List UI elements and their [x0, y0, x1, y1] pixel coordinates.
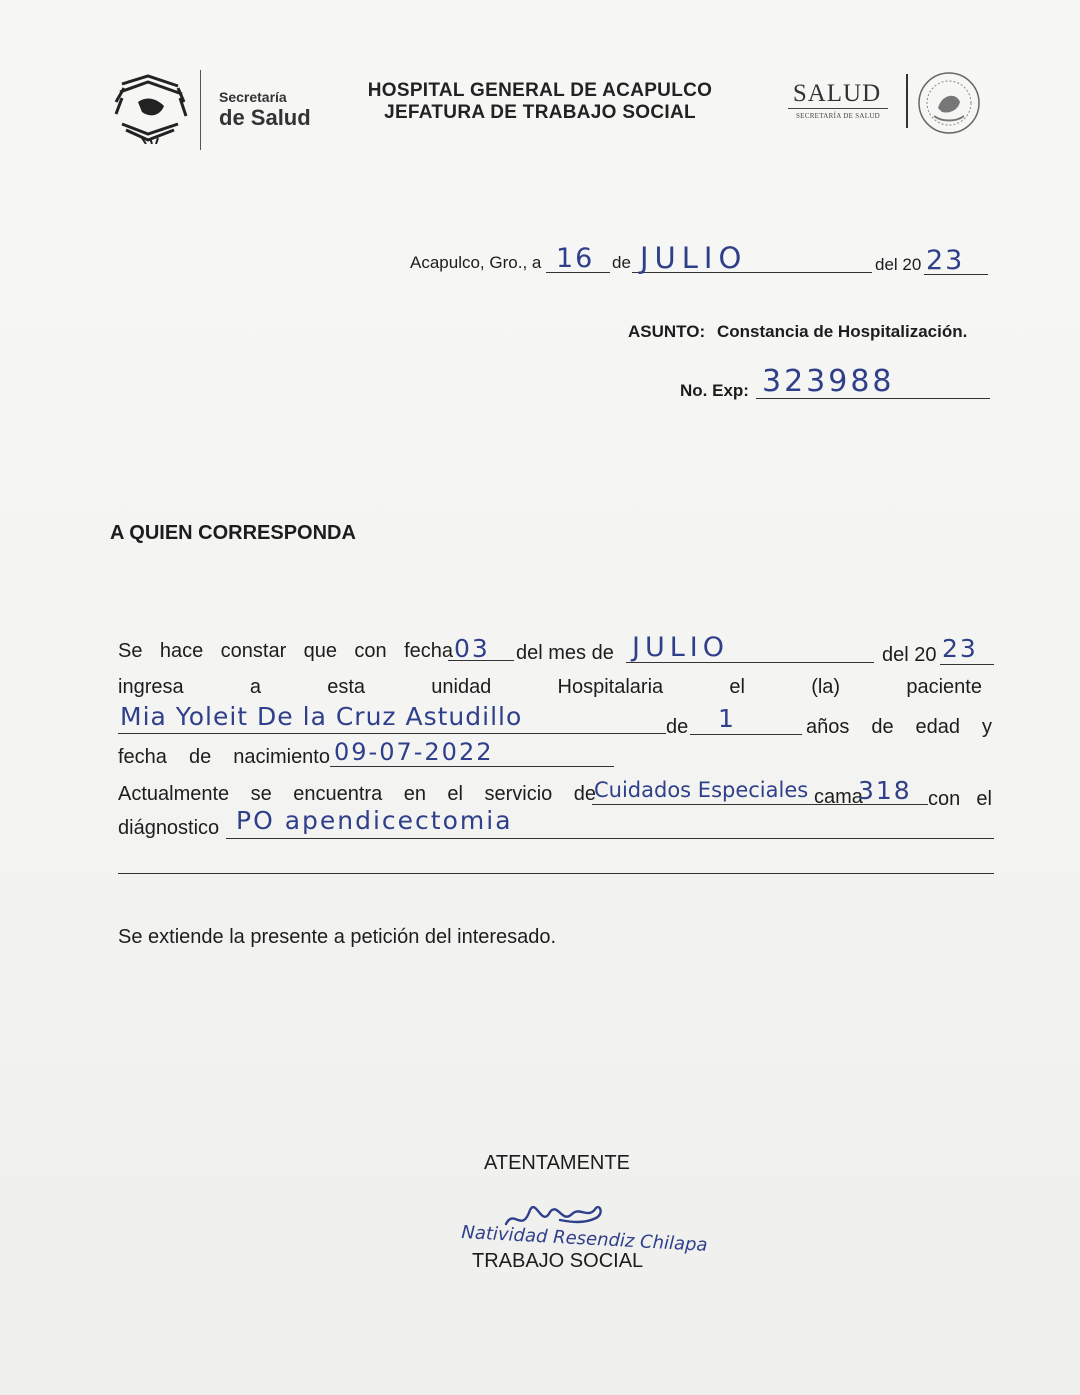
signature-role: TRABAJO SOCIAL [472, 1250, 644, 1272]
atentamente: ATENTAMENTE [484, 1152, 630, 1174]
diagnosis: PO apendicectomia [236, 806, 513, 835]
body-line5-cama: cama [814, 786, 863, 808]
admit-day: 03 [454, 634, 490, 663]
birth-date-label: fecha de nacimiento [118, 746, 330, 768]
patient-name-underline [118, 733, 666, 734]
body-line2-word: paciente [906, 676, 982, 698]
logo-text-de-salud: de Salud [219, 105, 311, 130]
asunto-label: ASUNTO: [628, 322, 706, 341]
logo-text-secretaria: Secretaría [219, 89, 287, 105]
patient-age: 1 [718, 704, 736, 733]
secretaria-salud-emblem-icon [112, 72, 190, 144]
national-seal-icon [916, 70, 982, 136]
body-line5-a: Actualmente se encuentra en el servicio de [118, 783, 596, 805]
body-line5-b: con el [928, 788, 992, 810]
patient-name: Mia Yoleit De la Cruz Astudillo [120, 702, 523, 731]
body-line2-word: unidad [431, 676, 492, 698]
body-line2-word: esta [327, 676, 366, 698]
admit-year-underline [940, 664, 994, 665]
asunto-value: Constancia de Hospitalización. [717, 322, 968, 341]
right-logo-divider [906, 74, 908, 128]
body-line1-a: Se hace constar que con fecha [118, 640, 453, 662]
body-line3-rest: años de edad y [806, 716, 992, 738]
body-line2-word: (la) [811, 676, 841, 698]
body-line2 [118, 676, 982, 699]
salud-logo-rule [788, 108, 888, 109]
body-line2-word: a [249, 676, 261, 698]
date-prefix: Acapulco, Gro., a [410, 253, 542, 272]
diagnosis-underline [226, 838, 994, 839]
hospital-name: HOSPITAL GENERAL DE ACAPULCO [367, 80, 713, 101]
body-line2-word: ingresa [118, 676, 184, 698]
admit-month: JULIO [632, 632, 729, 663]
salud-logo-subtitle: SECRETARÍA DE SALUD [795, 112, 881, 120]
expediente-number: 323988 [762, 364, 895, 399]
expediente-label: No. Exp: [680, 381, 749, 400]
department-name: JEFATURA DE TRABAJO SOCIAL [384, 102, 696, 123]
birth-date: 09-07-2022 [334, 738, 494, 766]
date-day: 16 [556, 243, 595, 274]
date-de: de [612, 253, 631, 272]
birth-date-underline [330, 766, 614, 767]
body-line1-c: del 20 [882, 644, 937, 666]
date-month: JULIO [640, 241, 748, 275]
date-del: del 20 [875, 255, 922, 274]
diagnosis-label: diágnostico [118, 817, 220, 839]
signer-name: Natividad Resendiz Chilapa [460, 1222, 708, 1256]
date-year: 23 [926, 245, 965, 276]
diagnosis-extra-line [118, 873, 994, 874]
hospital-service: Cuidados Especiales [594, 778, 809, 802]
salutation: A QUIEN CORRESPONDA [110, 522, 356, 544]
admit-year: 23 [942, 634, 978, 663]
bed-number: 318 [858, 776, 912, 805]
body-line3-de: de [666, 716, 689, 738]
age-underline [690, 734, 802, 735]
body-line1-b: del mes de [516, 642, 614, 664]
body-line2-word: Hospitalaria [557, 676, 664, 698]
salud-logo-word: SALUD [792, 80, 882, 107]
closing-statement: Se extiende la presente a petición del interesado. [118, 926, 557, 948]
logo-divider [200, 70, 201, 150]
body-line2-word: el [729, 676, 745, 698]
